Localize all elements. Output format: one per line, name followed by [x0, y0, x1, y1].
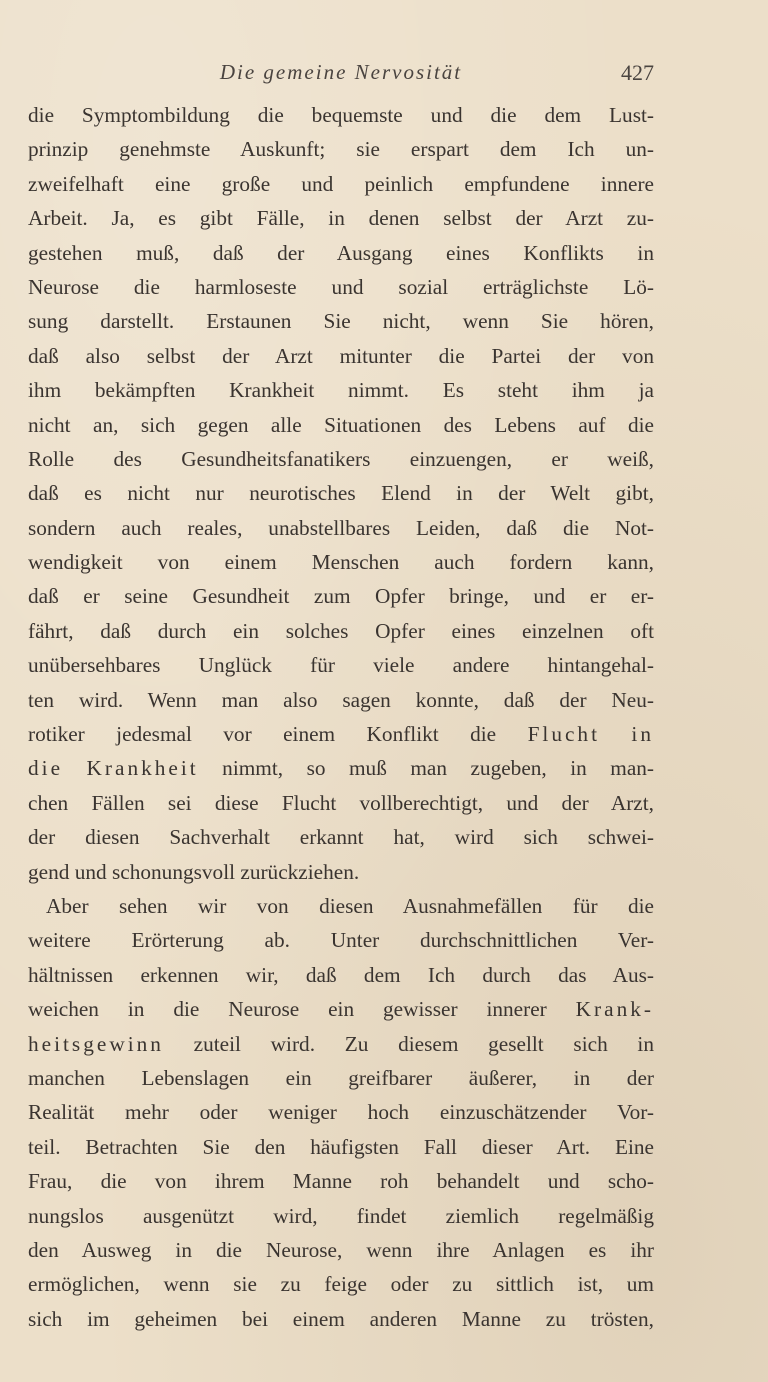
text-line: Realität mehr oder weniger hoch einzuschätzender Vor-: [28, 1100, 654, 1125]
text-line: unübersehbares Unglück für viele andere hintangehal-: [28, 653, 654, 678]
text-line: Neurose die harmloseste und sozial erträglichste Lö-: [28, 274, 654, 299]
text-line: teil. Betrachten Sie den häufigsten Fall dieser Art. Eine: [28, 1134, 654, 1159]
spaced-emphasis: Krankheit: [86, 756, 199, 781]
body-text: [28, 98, 654, 1336]
spaced-emphasis: Krank-: [575, 997, 654, 1022]
text-line: weitere Erörterung ab. Unter durchschnittlichen Ver-: [28, 928, 654, 953]
spaced-emphasis: heitsgewinn: [28, 1031, 164, 1056]
text-line: [28, 751, 654, 785]
text-line: sich im geheimen bei einem anderen Manne zu trösten,: [28, 1306, 654, 1331]
spaced-emphasis: Flucht: [527, 722, 600, 747]
text-line: nicht an, sich gegen alle Situationen des Lebens auf die: [28, 412, 654, 437]
text-line: [28, 717, 654, 751]
text-line: daß es nicht nur neurotisches Elend in der Welt gibt,: [28, 481, 654, 506]
text-line: wendigkeit von einem Menschen auch fordern kann,: [28, 550, 654, 575]
text-line: ihm bekämpften Krankheit nimmt. Es steht ihm ja: [28, 378, 654, 403]
text-line: die Symptombildung die bequemste und die dem Lust-: [28, 103, 654, 127]
text-line: hältnissen erkennen wir, daß dem Ich durch das Aus-: [28, 962, 654, 987]
text-line: [28, 1027, 654, 1061]
page-number: 427: [621, 60, 654, 85]
text-line: den Ausweg in die Neurose, wenn ihre Anlagen es ihr: [28, 1237, 654, 1262]
text-fragment: zuteil wird. Zu diesem gesellt sich in: [193, 1031, 655, 1056]
text-line: ermöglichen, wenn sie zu feige oder zu sittlich ist, um: [28, 1272, 654, 1297]
text-line: Rolle des Gesundheitsfanatikers einzuengen, er weiß,: [28, 446, 654, 471]
text-line: gend und schonungsvoll zurückziehen.: [28, 859, 360, 884]
text-line: Arbeit. Ja, es gibt Fälle, in denen selbst der Arzt zu-: [28, 206, 654, 231]
text-line: daß also selbst der Arzt mitunter die Partei der von: [28, 343, 654, 368]
text-line: sondern auch reales, unabstellbares Leiden, daß die Not-: [28, 515, 654, 540]
text-fragment: rotiker jedesmal vor einem Konflikt die: [28, 722, 497, 747]
text-line: prinzip genehmste Auskunft; sie erspart dem Ich un-: [28, 137, 654, 162]
text-line: gestehen muß, daß der Ausgang eines Konflikts in: [28, 240, 654, 265]
text-fragment: nimmt, so muß man zugeben, in man-: [222, 756, 655, 781]
text-line: Aber sehen wir von diesen Ausnahmefällen für die: [46, 893, 654, 918]
text-line: daß er seine Gesundheit zum Opfer bringe, und er er-: [28, 584, 654, 609]
spaced-emphasis: in: [631, 722, 654, 747]
text-line: ten wird. Wenn man also sagen konnte, daß der Neu-: [28, 687, 654, 712]
text-line: chen Fällen sei diese Flucht vollberechtigt, und der Arzt,: [28, 790, 654, 815]
running-title: Die gemeine Nervosität: [219, 60, 463, 84]
text-fragment: weichen in die Neurose ein gewisser innerer: [28, 997, 547, 1022]
running-head: [28, 60, 654, 92]
text-line: nungslos ausgenützt wird, findet ziemlich regelmäßig: [28, 1203, 654, 1228]
text-line: fährt, daß durch ein solches Opfer eines einzelnen oft: [28, 618, 654, 643]
text-line: manchen Lebenslagen ein greifbarer äußerer, in der: [28, 1065, 654, 1090]
text-line: sung darstellt. Erstaunen Sie nicht, wenn Sie hören,: [28, 309, 654, 334]
text-line: Frau, die von ihrem Manne roh behandelt und scho-: [28, 1169, 654, 1194]
text-line: [28, 992, 654, 1026]
text-line: der diesen Sachverhalt erkannt hat, wird sich schwei-: [28, 825, 654, 850]
text-line: zweifelhaft eine große und peinlich empfundene innere: [28, 171, 654, 196]
spaced-emphasis: die: [28, 756, 64, 781]
